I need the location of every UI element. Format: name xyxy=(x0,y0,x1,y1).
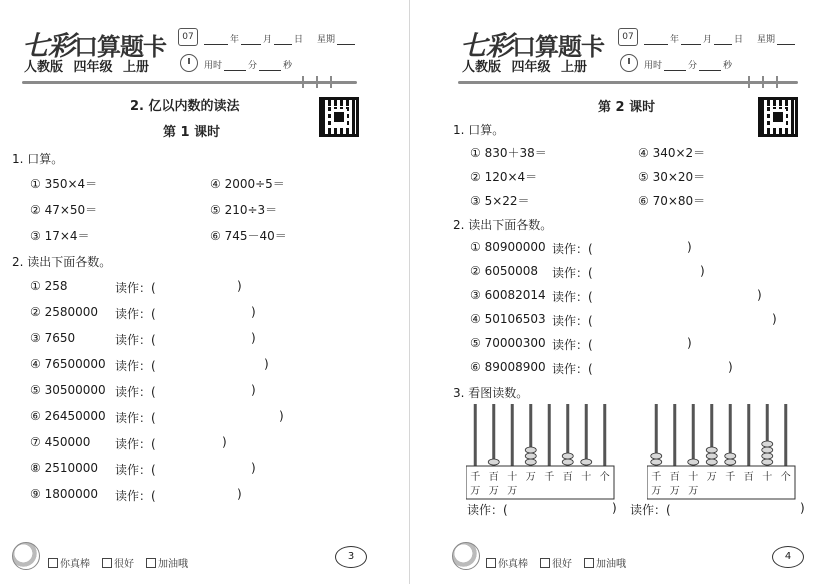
abacus-place-label: 百 xyxy=(562,472,573,483)
q2-number: ⑤ 70000300 xyxy=(470,336,546,350)
q2-number: ⑥ 89008900 xyxy=(470,360,546,374)
abacus-bead xyxy=(651,453,662,459)
abacus-b xyxy=(647,402,797,500)
abacus-place-label: 万 xyxy=(525,472,536,483)
q2-close-paren: ) xyxy=(728,360,733,374)
q1-item: ③ 5×22＝ xyxy=(470,194,530,208)
abacus-rod xyxy=(511,404,514,466)
abacus-b-read-label: 读作：( xyxy=(630,503,671,517)
page-number: 3 xyxy=(335,546,367,568)
seconds-blank[interactable] xyxy=(259,60,281,71)
abacus-rod xyxy=(747,404,750,466)
right-page xyxy=(410,0,829,584)
q1-item: ⑤ 30×20＝ xyxy=(638,170,706,184)
q1-item: ② 120×4＝ xyxy=(470,170,538,184)
minutes-blank[interactable] xyxy=(224,60,246,71)
brand-logo: 七彩口算题卡 xyxy=(460,31,604,62)
q2-number: ① 80900000 xyxy=(470,240,546,254)
q2-read-label: 读作：( xyxy=(552,338,593,352)
abacus-place-label: 百 xyxy=(488,472,499,483)
q2-close-paren: ) xyxy=(237,279,242,293)
checkbox[interactable] xyxy=(146,558,156,568)
abacus-place-label: 千 xyxy=(725,472,736,483)
q2-close-paren: ) xyxy=(251,305,256,319)
abacus-place-label: 十 xyxy=(762,472,773,483)
q2-read-label: 读作：( xyxy=(115,333,156,347)
q2-read-label: 读作：( xyxy=(115,463,156,477)
abacus-place-label: 个 xyxy=(780,472,791,483)
q2-number: ② 2580000 xyxy=(30,305,99,319)
abacus-bead xyxy=(688,459,699,465)
abacus-bead xyxy=(706,459,717,465)
abacus-bead xyxy=(488,459,499,465)
abacus-bead xyxy=(706,453,717,459)
lesson-title: 第 1 课时 xyxy=(163,125,221,140)
abacus-place-label: 万 xyxy=(706,472,717,483)
q2-number: ③ 60082014 xyxy=(470,288,546,302)
rule-tick xyxy=(302,76,304,88)
edition-label: 人教版 四年级 上册 xyxy=(24,60,150,75)
abacus-bead xyxy=(525,459,536,465)
weekday-blank[interactable] xyxy=(777,34,795,45)
clock-icon xyxy=(180,54,198,72)
abacus-a-read-label: 读作：( xyxy=(467,503,508,517)
q2-close-paren: ) xyxy=(251,383,256,397)
q3-label: 3. 看图读数。 xyxy=(453,386,529,400)
abacus-bead xyxy=(706,447,717,453)
checkbox[interactable] xyxy=(486,558,496,568)
rule-tick xyxy=(316,76,318,88)
rule-tick xyxy=(330,76,332,88)
q1-item: ⑥ 745－40＝ xyxy=(210,229,287,243)
q1-label: 1. 口算。 xyxy=(453,123,505,137)
mascot-icon xyxy=(12,542,40,570)
abacus-rod xyxy=(548,404,551,466)
q2-read-label: 读作：( xyxy=(115,385,156,399)
q1-item: ① 350×4＝ xyxy=(30,177,98,191)
checkbox[interactable] xyxy=(584,558,594,568)
abacus-rod xyxy=(492,404,495,466)
abacus-bead xyxy=(525,453,536,459)
time-line: 用时 分 秒 xyxy=(204,61,293,71)
q2-read-label: 读作：( xyxy=(115,307,156,321)
q1-label: 1. 口算。 xyxy=(12,152,64,166)
q1-item: ⑤ 210÷3＝ xyxy=(210,203,278,217)
abacus-place-label: 万 xyxy=(488,486,499,497)
seconds-blank[interactable] xyxy=(699,60,721,71)
abacus-bead xyxy=(581,459,592,465)
q2-number: ③ 7650 xyxy=(30,331,76,345)
rule-tick xyxy=(762,76,764,88)
abacus-place-label: 个 xyxy=(599,472,610,483)
brand-logo: 七彩口算题卡 xyxy=(22,31,166,62)
q1-item: ⑥ 70×80＝ xyxy=(638,194,706,208)
abacus-place-label: 百 xyxy=(743,472,754,483)
abacus-bead xyxy=(762,459,773,465)
month-blank[interactable] xyxy=(241,34,261,45)
clock-icon xyxy=(620,54,638,72)
abacus-place-label: 百 xyxy=(669,472,680,483)
q2-label: 2. 读出下面各数。 xyxy=(12,255,112,269)
q1-item: ① 830＋38＝ xyxy=(470,146,547,160)
q2-number: ⑥ 26450000 xyxy=(30,409,106,423)
q2-read-label: 读作：( xyxy=(552,362,593,376)
date-line: 年 月 日 星期 xyxy=(202,32,357,45)
q2-number: ② 6050008 xyxy=(470,264,539,278)
month-blank[interactable] xyxy=(681,34,701,45)
q2-close-paren: ) xyxy=(687,336,692,350)
left-page xyxy=(0,0,410,584)
q2-close-paren: ) xyxy=(757,288,762,302)
abacus-b-close-paren: ) xyxy=(800,501,805,515)
q1-item: ③ 17×4＝ xyxy=(30,229,90,243)
abacus-a-close-paren: ) xyxy=(612,501,617,515)
calendar-icon: 07 xyxy=(178,28,198,46)
q2-read-label: 读作：( xyxy=(115,489,156,503)
header-rule xyxy=(22,81,357,84)
q2-read-label: 读作：( xyxy=(552,290,593,304)
abacus-place-label: 万 xyxy=(470,486,481,497)
abacus-place-label: 十 xyxy=(507,472,518,483)
q2-read-label: 读作：( xyxy=(552,314,593,328)
rule-tick xyxy=(748,76,750,88)
q2-close-paren: ) xyxy=(687,240,692,254)
feedback-options: 你真棒 很好 加油哦 xyxy=(486,555,626,570)
q2-read-label: 读作：( xyxy=(115,411,156,425)
abacus-place-label: 十 xyxy=(688,472,699,483)
abacus-bead xyxy=(725,459,736,465)
abacus-rod xyxy=(673,404,676,466)
q2-close-paren: ) xyxy=(251,331,256,345)
checkbox[interactable] xyxy=(102,558,112,568)
q1-item: ④ 2000÷5＝ xyxy=(210,177,285,191)
abacus-rod xyxy=(784,404,787,466)
q2-number: ⑧ 2510000 xyxy=(30,461,99,475)
q2-label: 2. 读出下面各数。 xyxy=(453,218,553,232)
abacus-bead xyxy=(762,447,773,453)
year-blank[interactable] xyxy=(644,34,668,45)
abacus-bead xyxy=(525,447,536,453)
minutes-blank[interactable] xyxy=(664,60,686,71)
q2-number: ⑤ 30500000 xyxy=(30,383,106,397)
abacus-place-label: 万 xyxy=(669,486,680,497)
abacus-place-label: 千 xyxy=(470,472,481,483)
q2-close-paren: ) xyxy=(279,409,284,423)
checkbox[interactable] xyxy=(540,558,550,568)
header-rule xyxy=(458,81,798,84)
date-line: 年 月 日 星期 xyxy=(642,32,797,45)
qr-code[interactable] xyxy=(758,97,798,137)
mascot-icon xyxy=(452,542,480,570)
abacus-a xyxy=(466,402,616,500)
abacus-bead xyxy=(562,459,573,465)
abacus-rod xyxy=(585,404,588,466)
abacus-bead xyxy=(762,453,773,459)
q2-read-label: 读作：( xyxy=(115,359,156,373)
q2-close-paren: ) xyxy=(222,435,227,449)
q2-close-paren: ) xyxy=(237,487,242,501)
abacus-bead xyxy=(562,453,573,459)
rule-tick xyxy=(776,76,778,88)
q1-item: ④ 340×2＝ xyxy=(638,146,706,160)
abacus-place-label: 万 xyxy=(651,486,662,497)
q2-read-label: 读作：( xyxy=(115,437,156,451)
q2-read-label: 读作：( xyxy=(115,281,156,295)
q1-item: ② 47×50＝ xyxy=(30,203,98,217)
abacus-bead xyxy=(651,459,662,465)
q2-close-paren: ) xyxy=(700,264,705,278)
edition-label: 人教版 四年级 上册 xyxy=(462,60,588,75)
q2-close-paren: ) xyxy=(772,312,777,326)
abacus-bead xyxy=(725,453,736,459)
day-blank[interactable] xyxy=(274,34,292,45)
time-line: 用时 分 秒 xyxy=(644,61,733,71)
lesson-title: 第 2 课时 xyxy=(598,100,656,115)
unit-title: 2. 亿以内数的读法 xyxy=(130,99,240,114)
q2-number: ④ 76500000 xyxy=(30,357,106,371)
abacus-place-label: 万 xyxy=(688,486,699,497)
q2-number: ④ 50106503 xyxy=(470,312,546,326)
abacus-beads xyxy=(488,447,592,465)
abacus-rods xyxy=(474,404,607,466)
feedback-options: 你真棒 很好 加油哦 xyxy=(48,555,188,570)
abacus-rod xyxy=(692,404,695,466)
abacus-place-label: 万 xyxy=(507,486,518,497)
q2-close-paren: ) xyxy=(251,461,256,475)
page-number: 4 xyxy=(772,546,804,568)
q2-number: ① 258 xyxy=(30,279,68,293)
abacus-bead xyxy=(762,441,773,447)
qr-code[interactable] xyxy=(319,97,359,137)
abacus-place-label: 千 xyxy=(544,472,555,483)
q2-number: ⑨ 1800000 xyxy=(30,487,99,501)
q2-read-label: 读作：( xyxy=(552,242,593,256)
q2-close-paren: ) xyxy=(264,357,269,371)
abacus-rod xyxy=(474,404,477,466)
day-blank[interactable] xyxy=(714,34,732,45)
checkbox[interactable] xyxy=(48,558,58,568)
abacus-place-label: 十 xyxy=(581,472,592,483)
year-blank[interactable] xyxy=(204,34,228,45)
abacus-place-label: 千 xyxy=(651,472,662,483)
q2-number: ⑦ 450000 xyxy=(30,435,91,449)
weekday-blank[interactable] xyxy=(337,34,355,45)
q2-read-label: 读作：( xyxy=(552,266,593,280)
calendar-icon: 07 xyxy=(618,28,638,46)
abacus-rod xyxy=(603,404,606,466)
